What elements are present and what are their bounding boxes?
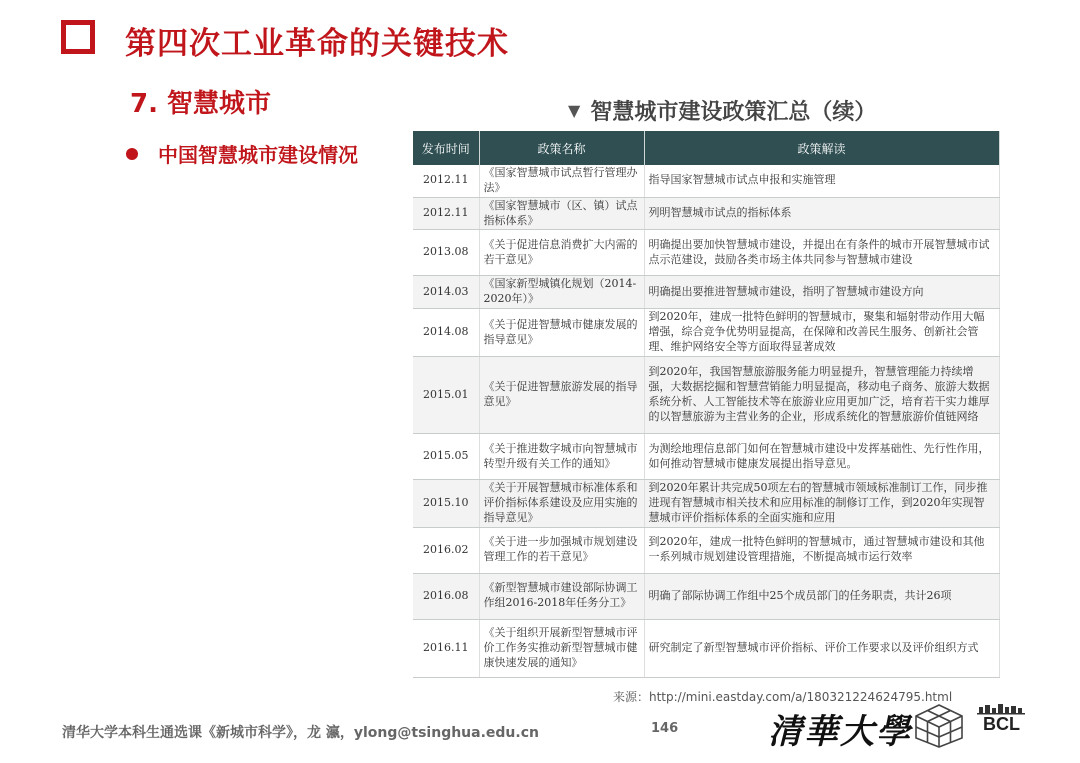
row-interpretation: 指导国家智慧城市试点申报和实施管理 (644, 165, 999, 197)
footer-course-info: 清华大学本科生通选课《新城市科学》，龙 瀛，ylong@tsinghua.edu.cn (62, 725, 539, 741)
table-row (413, 197, 999, 230)
tsinghua-logo: 清華大學 (768, 712, 912, 752)
header-policy-name: 政策名称 (479, 131, 644, 165)
row-policy-name: 《关于开展智慧城市标准体系和评价指标体系建设及应用实施的指导意见》 (479, 480, 644, 528)
row-policy-name: 《关于促进智慧城市健康发展的指导意见》 (479, 309, 644, 357)
bullet-text: 中国智慧城市建设情况 (158, 143, 358, 167)
table-row (413, 357, 999, 434)
table-row (413, 434, 999, 480)
table-row (413, 165, 999, 197)
cube-logo-icon (913, 703, 965, 749)
row-interpretation: 到2020年，建成一批特色鲜明的智慧城市，通过智慧城市建设和其他一系列城市规划建设管理措施，不断提高城市运行效率 (644, 527, 999, 573)
bullet-line (126, 139, 358, 168)
table-row (413, 527, 999, 573)
row-date: 2016.02 (413, 527, 479, 573)
row-interpretation: 到2020年累计共完成50项左右的智慧城市领域标准制订工作，同步推进现有智慧城市相关技术和应用标准的制修订工作，到2020年实现智慧城市评价指标体系的全面实施和应用 (644, 480, 999, 528)
table-row (413, 230, 999, 276)
table-row (413, 573, 999, 619)
table-row (413, 480, 999, 528)
bcl-logo-text: BCL (983, 714, 1020, 734)
row-date: 2016.11 (413, 619, 479, 677)
page-title: 第四次工业革命的关键技术 (125, 26, 509, 62)
row-date: 2013.08 (413, 230, 479, 276)
row-policy-name: 《关于组织开展新型智慧城市评价工作务实推动新型智慧城市健康快速发展的通知》 (479, 619, 644, 677)
row-date: 2012.11 (413, 165, 479, 197)
row-interpretation: 明确了部际协调工作组中25个成员部门的任务职责，共计26项 (644, 573, 999, 619)
row-policy-name: 《关于促进信息消费扩大内需的若干意见》 (479, 230, 644, 276)
row-policy-name: 《国家智慧城市（区、镇）试点指标体系》 (479, 197, 644, 230)
row-interpretation: 列明智慧城市试点的指标体系 (644, 197, 999, 230)
row-interpretation: 研究制定了新型智慧城市评价指标、评价工作要求以及评价组织方式 (644, 619, 999, 677)
header-date: 发布时间 (413, 131, 479, 165)
bullet-dot-icon (126, 148, 138, 160)
row-policy-name: 《新型智慧城市建设部际协调工作组2016-2018年任务分工》 (479, 573, 644, 619)
row-date: 2014.03 (413, 276, 479, 309)
section-subtitle: 7. 智慧城市 (130, 89, 272, 119)
row-interpretation: 为测绘地理信息部门如何在智慧城市建设中发挥基础性、先行性作用，如何推动智慧城市健康发展提出指导意见。 (644, 434, 999, 480)
table-row (413, 309, 999, 357)
table-caption-text: 智慧城市建设政策汇总（续） (590, 100, 877, 125)
row-date: 2015.05 (413, 434, 479, 480)
page-number: 146 (651, 721, 679, 736)
row-policy-name: 《关于推进数字城市向智慧城市转型升级有关工作的通知》 (479, 434, 644, 480)
table-row (413, 276, 999, 309)
row-date: 2012.11 (413, 197, 479, 230)
row-policy-name: 《国家新型城镇化规划（2014-2020年）》 (479, 276, 644, 309)
policy-table (413, 131, 1000, 678)
row-policy-name: 《国家智慧城市试点暂行管理办法》 (479, 165, 644, 197)
header-interpretation: 政策解读 (644, 131, 999, 165)
row-date: 2016.08 (413, 573, 479, 619)
row-interpretation: 到2020年，建成一批特色鲜明的智慧城市，聚集和辐射带动作用大幅增强，综合竞争优势明显提高，在保障和改善民生服务、创新社会管理、维护网络安全等方面取得显著成效 (644, 309, 999, 357)
row-interpretation: 明确提出要加快智慧城市建设，并提出在有条件的城市开展智慧城市试点示范建设，鼓励各类市场主体共同参与智慧城市建设 (644, 230, 999, 276)
row-policy-name: 《关于促进智慧旅游发展的指导意见》 (479, 357, 644, 434)
source-note: 来源：http://mini.eastday.com/a/180321224624795.html (613, 690, 953, 704)
triangle-down-icon: ▼ (568, 101, 581, 120)
row-policy-name: 《关于进一步加强城市规划建设管理工作的若干意见》 (479, 527, 644, 573)
table-row (413, 619, 999, 677)
title-square-icon (61, 20, 95, 54)
row-date: 2014.08 (413, 309, 479, 357)
row-date: 2015.01 (413, 357, 479, 434)
row-date: 2015.10 (413, 480, 479, 528)
table-caption (568, 95, 876, 126)
table-header-row (413, 131, 999, 165)
row-interpretation: 明确提出要推进智慧城市建设，指明了智慧城市建设方向 (644, 276, 999, 309)
row-interpretation: 到2020年，我国智慧旅游服务能力明显提升，智慧管理能力持续增强，大数据挖掘和智慧营销能力明显提高，移动电子商务、旅游大数据系统分析、人工智能技术等在旅游业应用更加广泛，培育若干实力雄厚的以智慧旅游为主营业务的企业，形成系统化的智慧旅游价值链网络 (644, 357, 999, 434)
